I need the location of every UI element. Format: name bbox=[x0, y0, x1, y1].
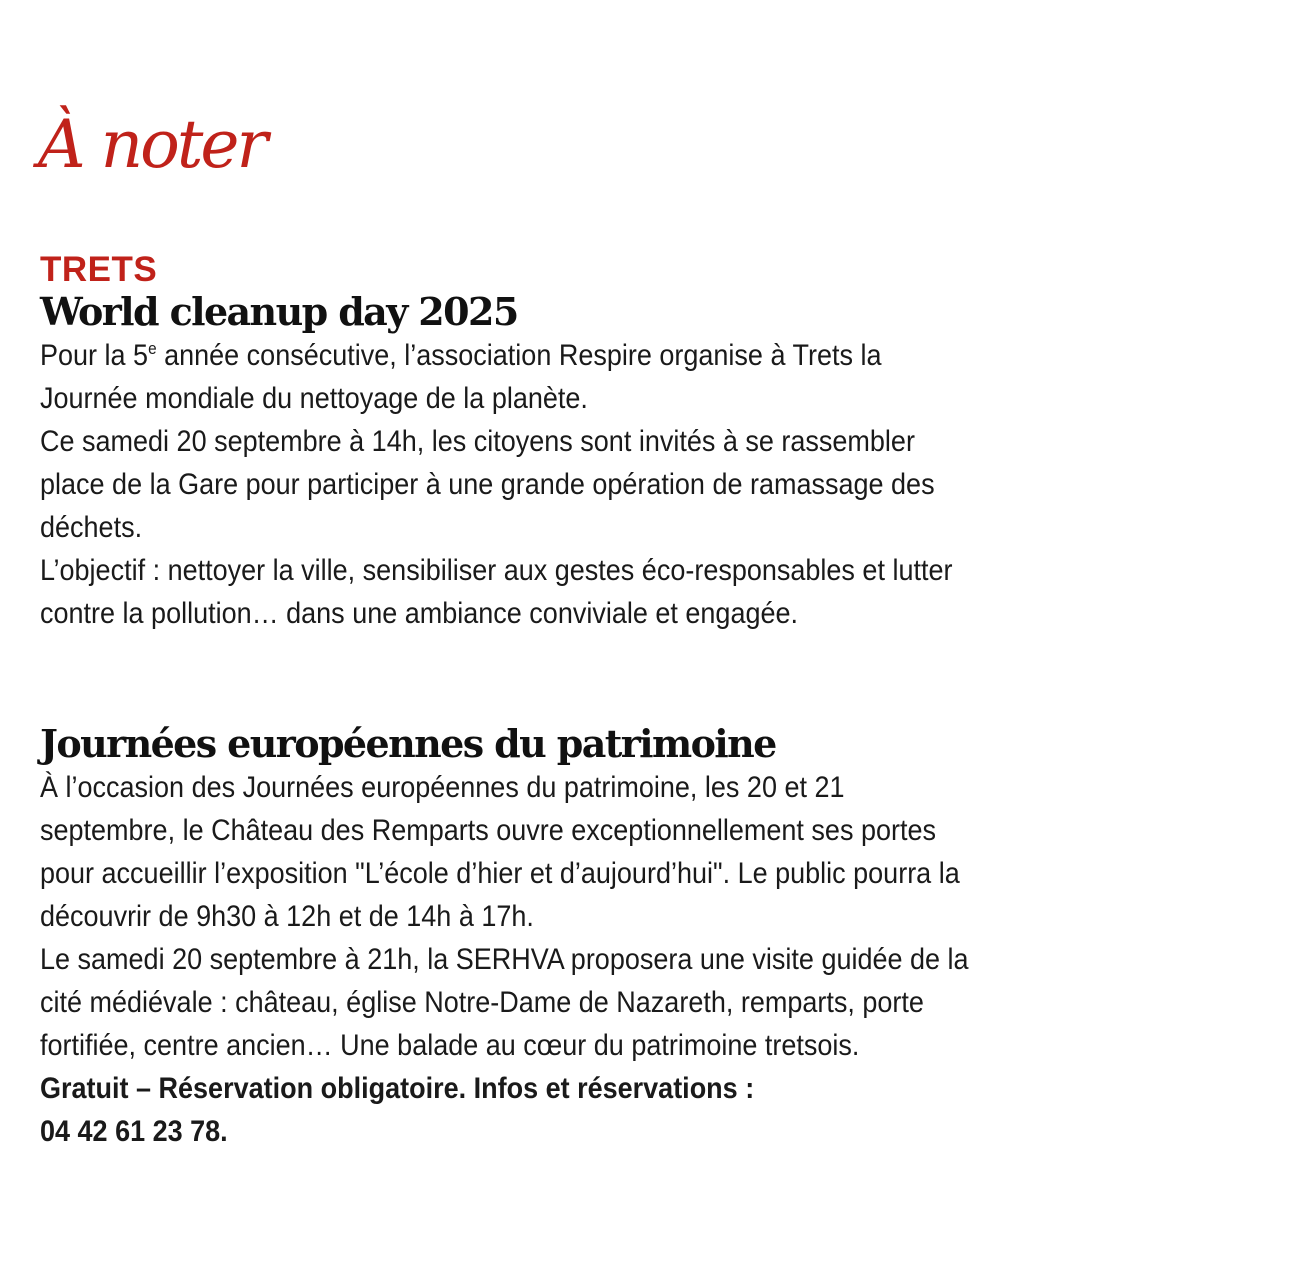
article-paragraph: L’objectif : nettoyer la ville, sensibiliser aux gestes éco-responsables et lutter contre la pollution… dans une ambiance conviviale et engagée. bbox=[40, 554, 953, 630]
article-journees-patrimoine bbox=[40, 722, 980, 1153]
article-paragraph: Le samedi 20 septembre à 21h, la SERHVA proposera une visite guidée de la cité médiévale : château, église Notre-Dame de Nazareth, remparts, porte fortifiée, centre ancien… Une balade au cœur du patrimoine tretsois. bbox=[40, 943, 969, 1062]
section-title: À noter bbox=[38, 106, 266, 183]
article-headline: World cleanup day 2025 bbox=[40, 289, 518, 334]
ordinal-superscript: e bbox=[148, 339, 157, 358]
article-headline: Journées européennes du patrimoine bbox=[40, 721, 776, 766]
article-paragraph bbox=[40, 334, 976, 420]
article-paragraph: Ce samedi 20 septembre à 14h, les citoyens sont invités à se rassembler place de la Gare pour participer à une grande opération de ramassage des déchets. bbox=[40, 425, 935, 544]
paragraph-lead: Pour la 5 bbox=[40, 339, 149, 372]
article-paragraph: À l’occasion des Journées européennes du patrimoine, les 20 et 21 septembre, le Château des Remparts ouvre exceptionnellement ses portes pour accueillir l’exposition "L’école d’hier et d’aujourd’hui". Le public pourra la découvrir de 9h30 à 12h et de 14h à 17h. bbox=[40, 771, 960, 933]
article-world-cleanup-day bbox=[40, 250, 980, 635]
phone-number: 04 42 61 23 78. bbox=[40, 1115, 228, 1148]
article-location-kicker: TRETS bbox=[40, 250, 158, 289]
reservation-info: Gratuit – Réservation obligatoire. Infos et réservations : bbox=[40, 1072, 755, 1105]
paragraph-rest: année consécutive, l’association Respire organise à Trets la Journée mondiale du nettoyage de la planète. bbox=[40, 339, 882, 415]
article-body bbox=[40, 766, 976, 1153]
article-body bbox=[40, 334, 976, 635]
